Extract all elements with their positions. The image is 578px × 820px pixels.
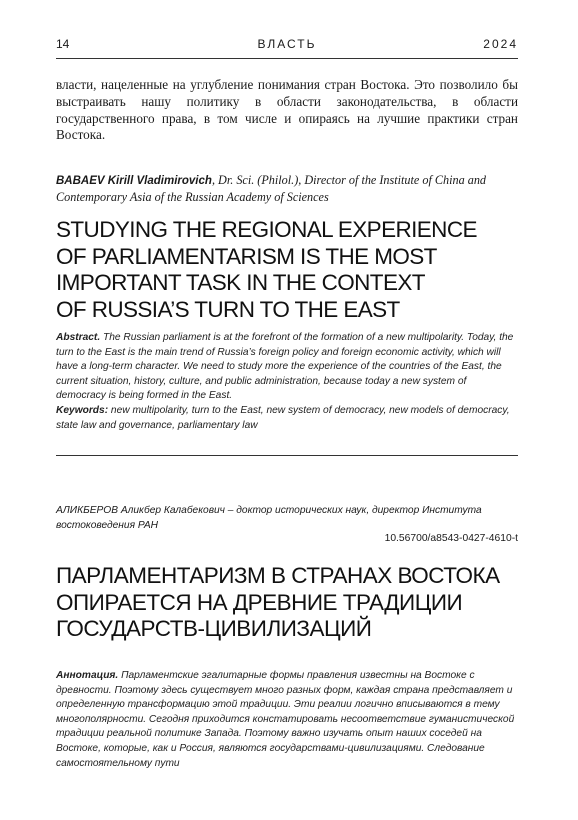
keywords-en-label: Keywords: <box>56 404 109 416</box>
abstract-en <box>56 331 518 433</box>
abstract-en-body <box>56 332 513 401</box>
title-en-line: STUDYING THE REGIONAL EXPERIENCE <box>56 217 477 242</box>
doi: 10.56700/a8543-0427-4610-t <box>384 533 518 544</box>
author-ru-name: АЛИКБЕРОВ Аликбер Калабекович <box>56 505 225 516</box>
author-en-name: BABAEV Kirill Vladimirovich <box>56 175 212 187</box>
keywords-en-text: new multipolarity, turn to the East, new system of democracy, new models of democracy, state law and governance, parliamentary law <box>56 404 510 431</box>
author-ru <box>56 503 518 533</box>
author-en <box>56 173 518 205</box>
title-en-line: OF RUSSIA’S TURN TO THE EAST <box>56 296 400 322</box>
abstract-ru-text: Парламентские эгалитарные формы правления известны на Востоке с древности. Поэтому здесь существует много разных форм, каждая страна представляет и определенную трансформацию этой традиции. Эти реалии логично вписываются в тему многополярности. Сегодня приходится констатировать несоответствие гуманистической традиции реальной политике Запада. Поэтому важно изучать опыт наших соседей на Востоке, которые, как и Россия, являются государствами-цивилизациями. Следование самостоятельному пути <box>56 670 515 769</box>
article-title-en <box>56 217 526 323</box>
title-en-line: OF PARLIAMENTARISM IS THE MOST <box>56 243 437 269</box>
journal-title: ВЛАСТЬ <box>257 37 317 51</box>
title-ru-line: ПАРЛАМЕНТАРИЗМ В СТРАНАХ ВОСТОКА <box>56 563 500 588</box>
author-en-affiliation: , Dr. Sci. (Philol.), Director of the Institute of China and Contemporary Asia of the Russian Academy of Sciences <box>56 173 487 204</box>
issue-year: 2024 <box>483 37 518 51</box>
author-ru-affiliation: – доктор исторических наук, директор Института востоковедения РАН <box>56 505 482 531</box>
intro-paragraph: власти, нацеленные на углубление понимания стран Востока. Это позволило бы выстраивать нашу политику в области законодательства, в области государственного права, в том числе и опираясь на лучшие практики стран Востока. <box>56 77 518 143</box>
abstract-en-label: Abstract. <box>56 332 101 343</box>
title-ru-line: ГОСУДАРСТВ-ЦИВИЛИЗАЦИЙ <box>56 616 372 642</box>
article-title-ru <box>56 563 526 643</box>
title-ru-line: ОПИРАЕТСЯ НА ДРЕВНИЕ ТРАДИЦИИ <box>56 589 463 615</box>
page-number: 14 <box>56 37 70 51</box>
abstract-ru-label: Аннотация. <box>56 670 119 681</box>
abstract-ru <box>56 669 518 771</box>
keywords-en <box>56 404 518 433</box>
running-header <box>56 37 518 57</box>
section-divider <box>56 455 518 456</box>
abstract-en-text: The Russian parliament is at the forefront of the formation of a new multipolarity. Today, the turn to the East is the main trend of Russia’s foreign policy and foreign economic activity, which will have a long-term character. We need to study more the experience of the countries of the East, the current situation, history, culture, and public administration, because today a new system of democracy is being formed in the East. <box>56 332 514 402</box>
title-en-line: IMPORTANT TASK IN THE CONTEXT <box>56 270 425 296</box>
header-rule <box>56 58 518 59</box>
